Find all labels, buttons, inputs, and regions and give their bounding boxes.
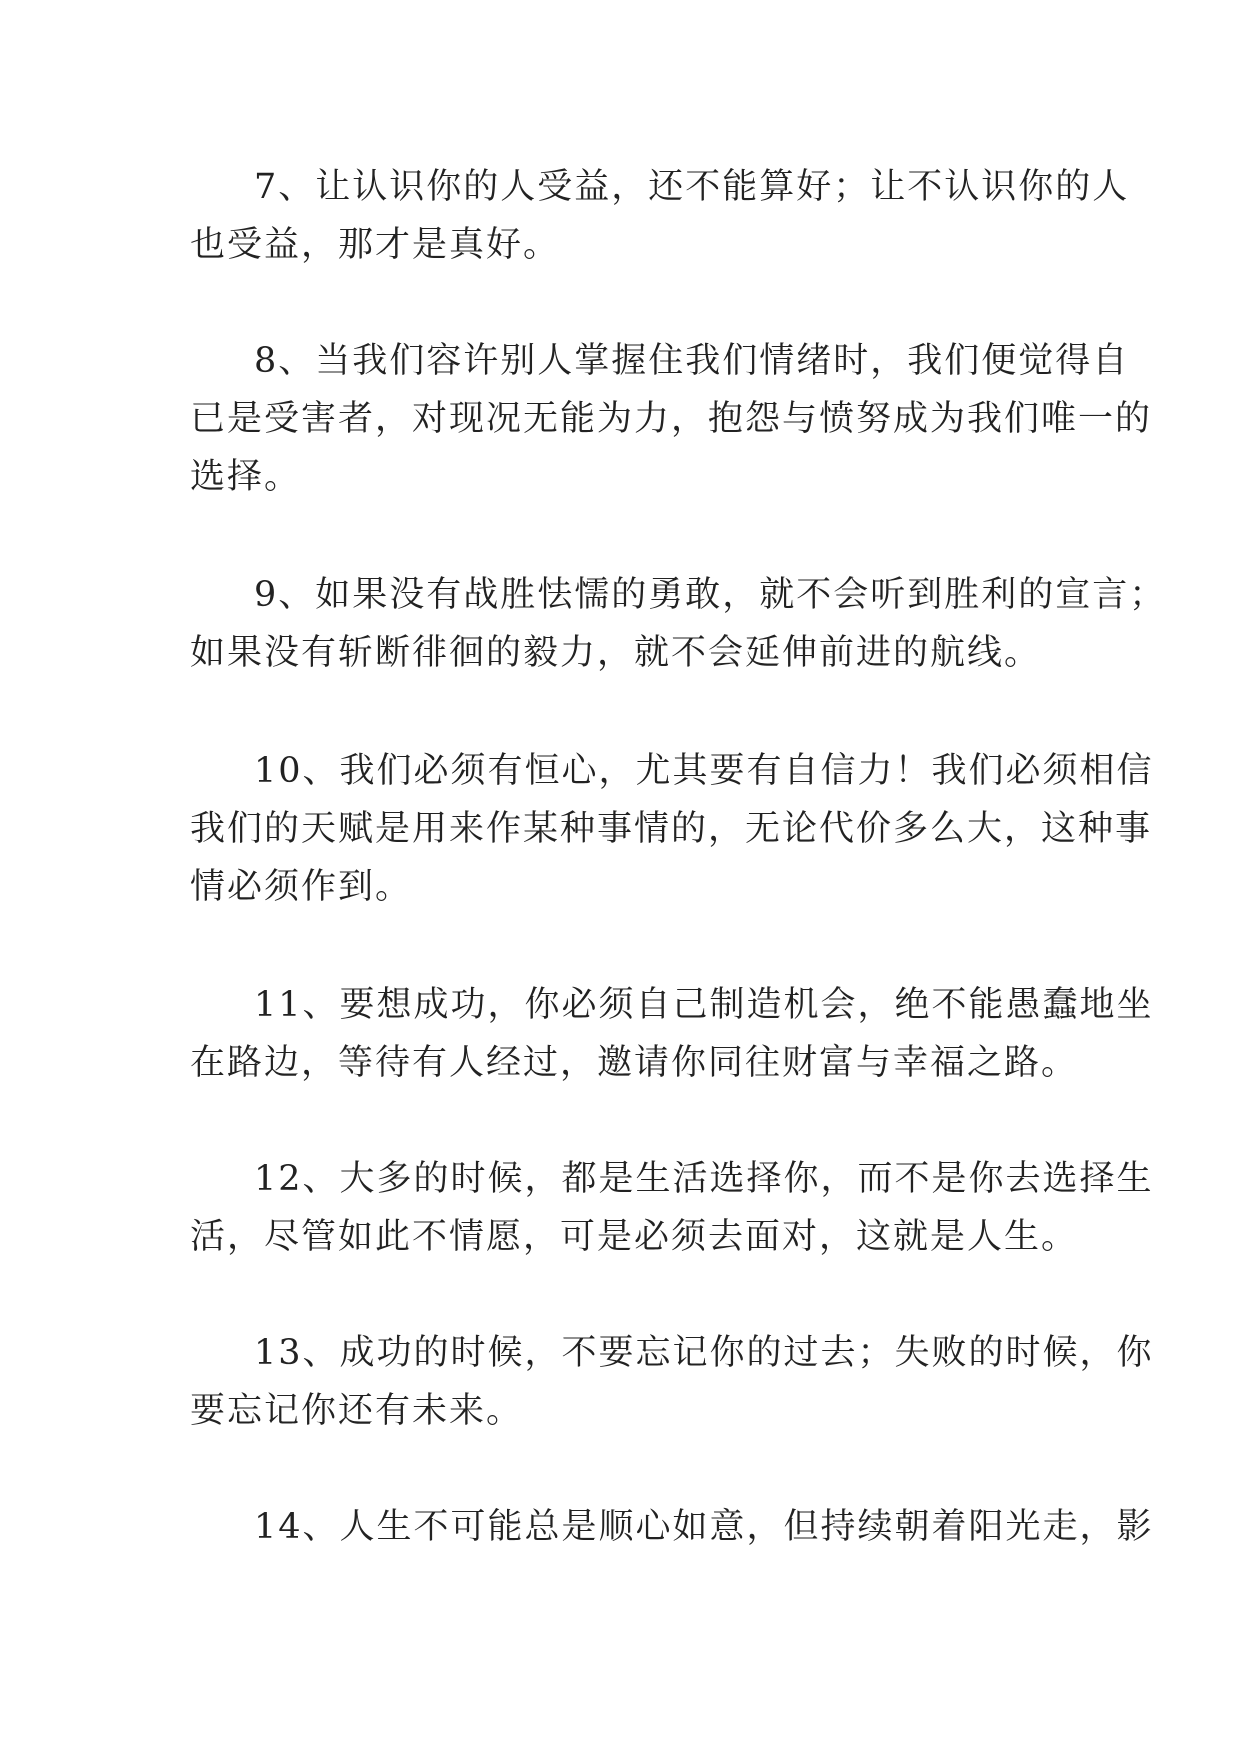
paragraph-line: 在路边，等待有人经过，邀请你同往财富与幸福之路。 (190, 1043, 1079, 1083)
paragraph-line: 10、我们必须有恒心，尤其要有自信力！我们必须相信 (254, 751, 1154, 791)
paragraph-line: 11、要想成功，你必须自己制造机会，绝不能愚蠢地坐 (254, 985, 1154, 1025)
paragraph-line: 14、人生不可能总是顺心如意，但持续朝着阳光走，影 (254, 1507, 1154, 1547)
paragraph-7 (190, 158, 1129, 274)
paragraph-13 (190, 1324, 1154, 1440)
paragraph-12 (190, 1150, 1154, 1266)
paragraph-line: 已是受害者，对现况无能为力，抱怨与愤努成为我们唯一的 (190, 399, 1153, 439)
paragraph-line: 要忘记你还有未来。 (190, 1391, 524, 1431)
paragraph-line: 如果没有斩断徘徊的毅力，就不会延伸前进的航线。 (190, 633, 1042, 673)
paragraph-line: 13、成功的时候，不要忘记你的过去；失败的时候，你 (254, 1333, 1154, 1373)
paragraph-11 (190, 976, 1154, 1092)
paragraph-line: 选择。 (190, 457, 302, 497)
paragraph-line: 我们的天赋是用来作某种事情的，无论代价多么大，这种事 (190, 809, 1153, 849)
paragraph-line: 8、当我们容许别人掌握住我们情绪时，我们便觉得自 (254, 341, 1130, 381)
paragraph-8 (190, 332, 1152, 506)
paragraph-10 (190, 742, 1154, 916)
paragraph-line: 情必须作到。 (190, 867, 413, 907)
paragraph-line: 12、大多的时候，都是生活选择你，而不是你去选择生 (254, 1159, 1154, 1199)
paragraph-line: 7、让认识你的人受益，还不能算好；让不认识你的人 (254, 167, 1130, 207)
paragraph-line: 9、如果没有战胜怯懦的勇敢，就不会听到胜利的宣言； (254, 575, 1167, 615)
paragraph-14 (190, 1498, 1154, 1556)
paragraph-9 (190, 566, 1166, 682)
paragraph-line: 也受益，那才是真好。 (190, 225, 561, 265)
paragraph-line: 活，尽管如此不情愿，可是必须去面对，这就是人生。 (190, 1217, 1079, 1257)
